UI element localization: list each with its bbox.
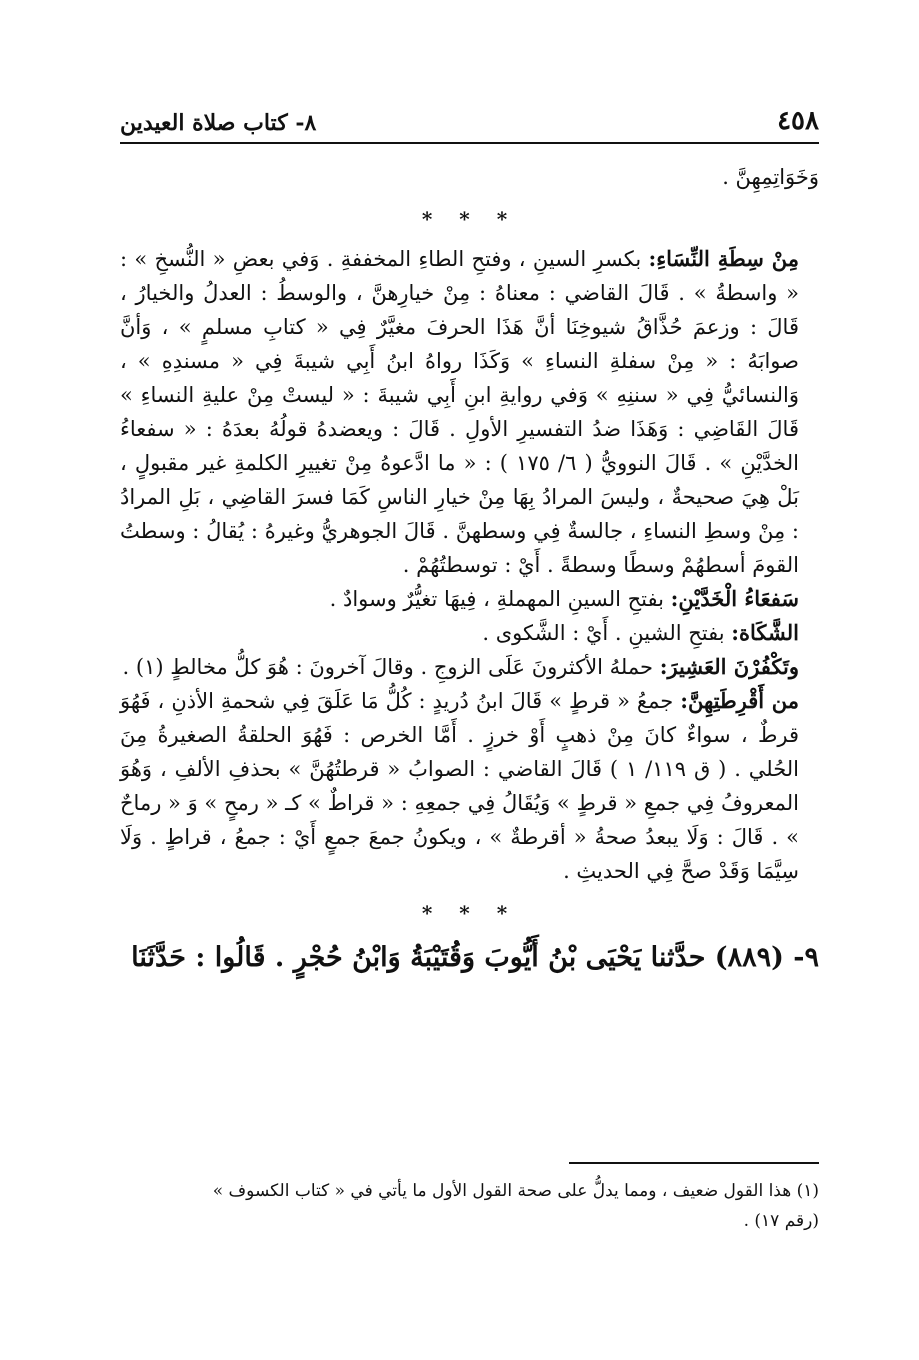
hadith-number: ٩- (٨٨٩)	[714, 942, 819, 973]
footnote-line: (١) هذا القول ضعيف ، ومما يدلُّ على صحة القول الأول ما يأتي في « كتاب الكسوف »	[212, 1181, 819, 1201]
term-heading: الشَّكَاة:	[731, 620, 799, 645]
paragraph-text: حملهُ الأكثرونَ عَلَى الزوجِ . وقالَ آخرونَ : هُوَ كلُّ مخالطٍ (١) .	[122, 655, 660, 679]
paragraph-text: بفتحِ السينِ المهملةِ ، فِيهَا تغيُّرٌ وسوادٌ .	[329, 587, 671, 611]
chapter-title: ٨- كتاب صلاة العيدين	[120, 110, 317, 136]
paragraph-intro	[120, 160, 819, 194]
page-number: ٤٥٨	[777, 106, 819, 136]
paragraph-shakat	[120, 616, 819, 650]
term-heading: من أَقْرِطَتِهِنَّ:	[680, 688, 799, 713]
term-heading: مِنْ سِطَةِ النِّسَاءِ:	[648, 246, 799, 271]
footnote-divider	[569, 1162, 819, 1164]
paragraph-sita	[120, 242, 819, 582]
footnote	[110, 1176, 819, 1236]
footnote-line: (رقم ١٧) .	[743, 1211, 819, 1231]
paragraph-aqritatihinna	[120, 684, 819, 888]
term-heading: سَفعَاءُ الْخَدَّيْنِ:	[670, 586, 799, 611]
term-heading: وتَكْفُرْنَ العَشِيرَ:	[659, 654, 799, 679]
paragraph-text: وَخَوَاتِمِهِنَّ .	[722, 165, 819, 189]
hadith-text: حدَّثنا يَحْيَى بْنُ أَيُّوبَ وَقُتَيْبَةُ وَابْنُ حُجْرٍ . قَالُوا : حَدَّثَنَا	[131, 942, 715, 973]
hadith-line	[120, 936, 819, 980]
paragraph-takfurna	[120, 650, 819, 684]
body-text	[120, 160, 819, 980]
paragraph-text: بفتحِ الشينِ . أَيْ : الشَّكوى .	[482, 621, 732, 645]
section-divider: * * *	[421, 901, 518, 925]
paragraph-safaa	[120, 582, 819, 616]
paragraph-text: بكسرِ السينِ ، وفتحِ الطاءِ المخففةِ . وَفي بعضِ « النُّسخِ » : « واسطةُ » . قَالَ القاضي : معناهُ : مِنْ خيارِهنَّ ، والوسطُ : العدلُ والخيارُ ، قَالَ : وزعمَ حُذَّاقُ شيوخِنَا أنَّ هَذَا الحرفَ مغيَّرٌ فِي « كتابِ مسلمٍ » ، وَأنَّ صوابَهُ : « مِنْ سفلةِ النساءِ » وَكَذَا رواهُ ابنُ أَبِي شيبةَ فِي « مسندِهِ » ، وَالنسائيُّ فِي « سننِهِ » وَفي روايةِ ابنِ أَبِي شيبةَ : « ليستْ مِنْ عليةِ النساءِ » قَالَ القَاضِي : وَهَذَا ضدُ التفسيرِ الأولِ . قَالَ : ويعضدهُ قولُهُ بعدَهُ : « سفعاءُ الخدَّيْنِ » . قَالَ النوويُّ ( ٦/ ١٧٥ ) : « ما ادَّعوهُ مِنْ تغييرِ الكلمةِ غير مقبولٍ ، بَلْ هِيَ صحيحةٌ ، وليسَ المرادُ بِهَا مِنْ خيارِ الناسِ كَمَا فسرَ القاضِي ، بَلِ المرادُ : مِنْ وسطِ النساءِ ، جالسةٌ فِي وسطهنَّ . قَالَ الجوهريُّ وغيرهُ : يُقالُ : وسطتُ القومَ أسطهُمْ وسطًا وسطةً . أَيْ : توسطتُهُمْ .	[120, 247, 799, 577]
page-header	[120, 92, 819, 144]
paragraph-text: جمعُ « قرطٍ » قَالَ ابنُ دُريدٍ : كُلُّ مَا عَلَقَ فِي شحمةِ الأذنِ ، فَهُوَ قرطٌ ، سواءٌ كانَ مِنْ ذهبٍ أَوْ خرزٍ . أَمَّا الخرص : فَهُوَ الحلقةُ الصغيرةُ مِنَ الحُلي . ( ق ١١٩/ ١ ) قَالَ القاضي : الصوابُ « قرطتُهُنَّ » بحذفِ الألفِ ، وَهُوَ المعروفُ فِي جمعِ « قرطٍ » وَيُقَالُ فِي جمعِهِ : « قراطٌ » كـ « رمحٍ » وَ « رماحٌ » . قَالَ : وَلَا يبعدُ صحةُ « أقرطةٌ » ، ويكونُ جمعَ جمعٍ أَيْ : جمعُ ، قراطٍ . وَلَا سِيَّمَا وَقَدْ صحَّ فِي الحديثِ .	[120, 689, 799, 883]
section-divider: * * *	[421, 207, 518, 231]
